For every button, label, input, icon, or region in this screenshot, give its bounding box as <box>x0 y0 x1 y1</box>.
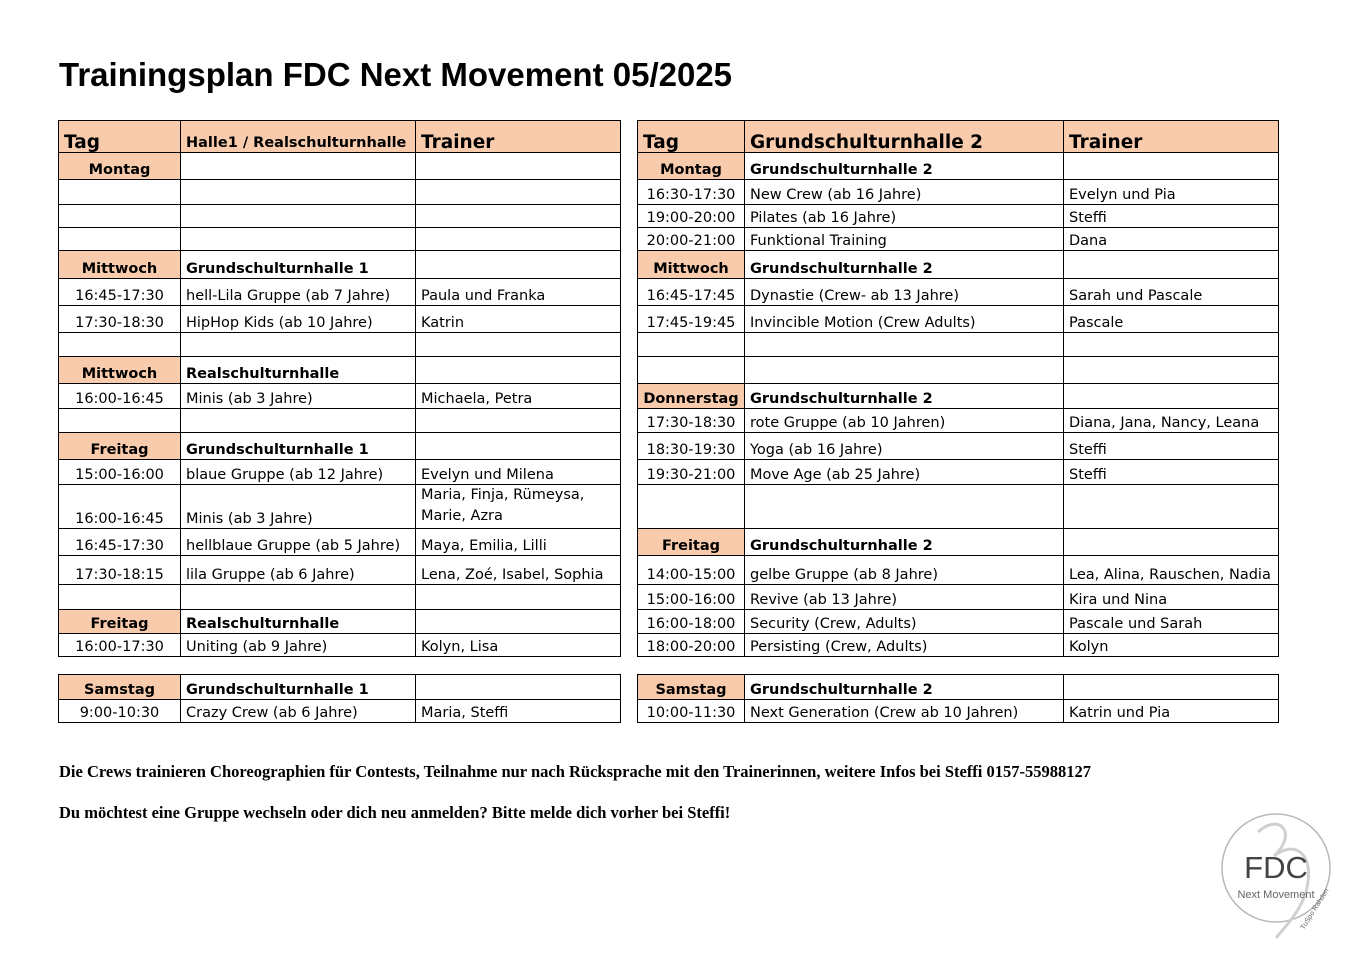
left-group-cell: Minis (ab 3 Jahre) <box>181 485 416 529</box>
left-trainer-cell <box>416 180 621 205</box>
right-trainer-cell: Steffi <box>1064 433 1279 460</box>
right-trainer-cell: Steffi <box>1064 460 1279 485</box>
left-time-cell: 16:00-16:45 <box>59 384 181 409</box>
gap-cell <box>621 205 638 228</box>
right-time-cell: 18:30-19:30 <box>638 433 745 460</box>
table-row <box>59 485 1279 529</box>
left-time-cell <box>59 228 181 251</box>
footer-note-contact: Du möchtest eine Gruppe wechseln oder dich neu anmelden? Bitte melde dich vorher bei Steffi! <box>59 803 731 822</box>
left-time-cell: 16:45-17:30 <box>59 529 181 556</box>
table-row <box>59 700 1279 723</box>
left-trainer-cell <box>416 357 621 384</box>
sat-right-cell: Samstag <box>638 675 745 700</box>
gap-cell <box>621 333 638 357</box>
sat-right-cell <box>1064 675 1279 700</box>
left-group-cell: hell-Lila Gruppe (ab 7 Jahre) <box>181 279 416 306</box>
left-group-cell: blaue Gruppe (ab 12 Jahre) <box>181 460 416 485</box>
left-trainer-cell <box>416 333 621 357</box>
right-trainer-cell: Kolyn <box>1064 634 1279 657</box>
left-time-cell <box>59 333 181 357</box>
right-group-cell: Grundschulturnhalle 2 <box>745 529 1064 556</box>
left-group-cell: Grundschulturnhalle 1 <box>181 251 416 279</box>
left-trainer-cell <box>416 433 621 460</box>
left-time-cell <box>59 409 181 433</box>
gap-cell <box>621 279 638 306</box>
sat-left-cell: Grundschulturnhalle 1 <box>181 675 416 700</box>
right-time-cell: Montag <box>638 153 745 180</box>
gap-cell <box>621 306 638 333</box>
right-group-cell <box>745 485 1064 529</box>
right-header-1: Grundschulturnhalle 2 <box>745 121 1064 153</box>
left-trainer-cell <box>416 409 621 433</box>
right-trainer-cell: Diana, Jana, Nancy, Leana <box>1064 409 1279 433</box>
right-group-cell <box>745 333 1064 357</box>
left-group-cell: lila Gruppe (ab 6 Jahre) <box>181 556 416 585</box>
table-row <box>59 556 1279 585</box>
right-trainer-cell <box>1064 251 1279 279</box>
left-group-cell: Realschulturnhalle <box>181 610 416 634</box>
right-group-cell: Persisting (Crew, Adults) <box>745 634 1064 657</box>
right-group-cell: Grundschulturnhalle 2 <box>745 384 1064 409</box>
sat-right-cell: 10:00-11:30 <box>638 700 745 723</box>
right-time-cell <box>638 333 745 357</box>
right-group-cell: Yoga (ab 16 Jahre) <box>745 433 1064 460</box>
table-row <box>59 153 1279 180</box>
right-group-cell: Security (Crew, Adults) <box>745 610 1064 634</box>
table-row <box>59 306 1279 333</box>
right-time-cell: Donnerstag <box>638 384 745 409</box>
left-time-cell: Montag <box>59 153 181 180</box>
table-row <box>59 205 1279 228</box>
left-trainer-cell: Maria, Finja, Rümeysa, Marie, Azra <box>416 485 621 529</box>
left-time-cell: 16:45-17:30 <box>59 279 181 306</box>
left-trainer-cell: Maya, Emilia, Lilli <box>416 529 621 556</box>
left-time-cell: 15:00-16:00 <box>59 460 181 485</box>
page-title: Trainingsplan FDC Next Movement 05/2025 <box>59 56 733 93</box>
sat-right-cell: Grundschulturnhalle 2 <box>745 675 1064 700</box>
gap-cell <box>621 121 638 153</box>
gap-cell <box>621 585 638 610</box>
logo-seal-text: TuSpo Rahden <box>1299 887 1331 932</box>
table-row <box>59 251 1279 279</box>
gap-cell <box>621 357 638 384</box>
right-group-cell: Dynastie (Crew- ab 13 Jahre) <box>745 279 1064 306</box>
sat-left-cell: 9:00-10:30 <box>59 700 181 723</box>
right-header-0: Tag <box>638 121 745 153</box>
left-group-cell <box>181 333 416 357</box>
right-group-cell: rote Gruppe (ab 10 Jahren) <box>745 409 1064 433</box>
gap-cell <box>621 251 638 279</box>
right-time-cell: 19:00-20:00 <box>638 205 745 228</box>
right-trainer-cell: Lea, Alina, Rauschen, Nadia <box>1064 556 1279 585</box>
left-group-cell <box>181 228 416 251</box>
table-row <box>59 433 1279 460</box>
left-header-0: Tag <box>59 121 181 153</box>
table-header-row <box>59 121 1279 153</box>
right-time-cell: 17:30-18:30 <box>638 409 745 433</box>
right-time-cell: 16:45-17:45 <box>638 279 745 306</box>
right-time-cell: 18:00-20:00 <box>638 634 745 657</box>
right-time-cell: Mittwoch <box>638 251 745 279</box>
gap-cell <box>621 384 638 409</box>
right-group-cell: Funktional Training <box>745 228 1064 251</box>
left-trainer-cell: Kolyn, Lisa <box>416 634 621 657</box>
table-row <box>59 529 1279 556</box>
gap-cell <box>621 700 638 723</box>
left-trainer-cell: Lena, Zoé, Isabel, Sophia <box>416 556 621 585</box>
left-time-cell <box>59 180 181 205</box>
gap-cell <box>621 460 638 485</box>
left-trainer-cell: Paula und Franka <box>416 279 621 306</box>
right-time-cell: Freitag <box>638 529 745 556</box>
left-trainer-cell <box>416 205 621 228</box>
right-group-cell: gelbe Gruppe (ab 8 Jahre) <box>745 556 1064 585</box>
left-time-cell <box>59 205 181 228</box>
left-trainer-cell <box>416 585 621 610</box>
right-time-cell: 17:45-19:45 <box>638 306 745 333</box>
left-time-cell: 16:00-17:30 <box>59 634 181 657</box>
left-trainer-cell: Katrin <box>416 306 621 333</box>
footer-note-crews: Die Crews trainieren Choreographien für Contests, Teilnahme nur nach Rücksprache mit den Trainerinnen, weitere Infos bei Steffi 0157-55988127 <box>59 762 1092 781</box>
right-trainer-cell: Steffi <box>1064 205 1279 228</box>
left-group-cell: Realschulturnhalle <box>181 357 416 384</box>
table-row <box>59 180 1279 205</box>
right-trainer-cell <box>1064 333 1279 357</box>
right-trainer-cell: Kira und Nina <box>1064 585 1279 610</box>
logo-subtitle: Next Movement <box>1237 889 1315 901</box>
table-row <box>59 585 1279 610</box>
left-trainer-cell: Michaela, Petra <box>416 384 621 409</box>
right-time-cell: 19:30-21:00 <box>638 460 745 485</box>
left-group-cell <box>181 153 416 180</box>
right-group-cell: Invincible Motion (Crew Adults) <box>745 306 1064 333</box>
sat-right-cell: Next Generation (Crew ab 10 Jahren) <box>745 700 1064 723</box>
left-time-cell: Freitag <box>59 610 181 634</box>
left-trainer-cell <box>416 251 621 279</box>
left-group-cell <box>181 585 416 610</box>
gap-cell <box>621 610 638 634</box>
left-group-cell: Minis (ab 3 Jahre) <box>181 384 416 409</box>
left-group-cell <box>181 180 416 205</box>
gap-cell <box>621 409 638 433</box>
saturday-table <box>58 674 1279 723</box>
table-row <box>59 610 1279 634</box>
left-time-cell: 16:00-16:45 <box>59 485 181 529</box>
gap-cell <box>621 433 638 460</box>
sat-left-cell: Crazy Crew (ab 6 Jahre) <box>181 700 416 723</box>
right-trainer-cell <box>1064 357 1279 384</box>
right-trainer-cell: Pascale <box>1064 306 1279 333</box>
left-group-cell <box>181 409 416 433</box>
right-group-cell: Grundschulturnhalle 2 <box>745 153 1064 180</box>
table-row <box>59 333 1279 357</box>
right-group-cell: Revive (ab 13 Jahre) <box>745 585 1064 610</box>
right-time-cell <box>638 485 745 529</box>
left-time-cell <box>59 585 181 610</box>
sat-left-cell: Samstag <box>59 675 181 700</box>
left-group-cell: HipHop Kids (ab 10 Jahre) <box>181 306 416 333</box>
table-row <box>59 357 1279 384</box>
left-group-cell <box>181 205 416 228</box>
right-time-cell <box>638 357 745 384</box>
right-trainer-cell: Evelyn und Pia <box>1064 180 1279 205</box>
right-group-cell: New Crew (ab 16 Jahre) <box>745 180 1064 205</box>
left-time-cell: Mittwoch <box>59 357 181 384</box>
right-time-cell: 20:00-21:00 <box>638 228 745 251</box>
left-time-cell: 17:30-18:30 <box>59 306 181 333</box>
right-trainer-cell: Dana <box>1064 228 1279 251</box>
gap-cell <box>621 228 638 251</box>
right-trainer-cell: Pascale und Sarah <box>1064 610 1279 634</box>
right-time-cell: 16:30-17:30 <box>638 180 745 205</box>
gap-cell <box>621 153 638 180</box>
right-group-cell: Grundschulturnhalle 2 <box>745 251 1064 279</box>
right-time-cell: 16:00-18:00 <box>638 610 745 634</box>
table-row <box>59 409 1279 433</box>
table-row <box>59 228 1279 251</box>
table-row <box>59 279 1279 306</box>
right-group-cell: Move Age (ab 25 Jahre) <box>745 460 1064 485</box>
right-trainer-cell <box>1064 529 1279 556</box>
right-group-cell: Pilates (ab 16 Jahre) <box>745 205 1064 228</box>
sat-right-cell: Katrin und Pia <box>1064 700 1279 723</box>
gap-cell <box>621 675 638 700</box>
gap-cell <box>621 180 638 205</box>
left-group-cell: Uniting (ab 9 Jahre) <box>181 634 416 657</box>
left-header-2: Trainer <box>416 121 621 153</box>
right-header-2: Trainer <box>1064 121 1279 153</box>
left-time-cell: 17:30-18:15 <box>59 556 181 585</box>
table-row <box>59 675 1279 700</box>
right-trainer-cell <box>1064 384 1279 409</box>
right-group-cell <box>745 357 1064 384</box>
table-row <box>59 384 1279 409</box>
left-time-cell: Freitag <box>59 433 181 460</box>
sat-left-cell: Maria, Steffi <box>416 700 621 723</box>
gap-cell <box>621 634 638 657</box>
right-trainer-cell: Sarah und Pascale <box>1064 279 1279 306</box>
gap-cell <box>621 556 638 585</box>
sat-left-cell <box>416 675 621 700</box>
right-time-cell: 14:00-15:00 <box>638 556 745 585</box>
left-group-cell: hellblaue Gruppe (ab 5 Jahre) <box>181 529 416 556</box>
left-trainer-cell <box>416 228 621 251</box>
gap-cell <box>621 485 638 529</box>
left-time-cell: Mittwoch <box>59 251 181 279</box>
schedule-table <box>58 120 1279 657</box>
right-trainer-cell <box>1064 485 1279 529</box>
left-group-cell: Grundschulturnhalle 1 <box>181 433 416 460</box>
gap-cell <box>621 529 638 556</box>
logo-mark-text: FDC <box>1244 850 1308 885</box>
fdc-logo <box>1218 812 1338 942</box>
left-trainer-cell <box>416 153 621 180</box>
left-header-1: Halle1 / Realschulturnhalle <box>181 121 416 153</box>
left-trainer-cell: Evelyn und Milena <box>416 460 621 485</box>
right-trainer-cell <box>1064 153 1279 180</box>
left-trainer-cell <box>416 610 621 634</box>
table-row <box>59 634 1279 657</box>
table-row <box>59 460 1279 485</box>
right-time-cell: 15:00-16:00 <box>638 585 745 610</box>
